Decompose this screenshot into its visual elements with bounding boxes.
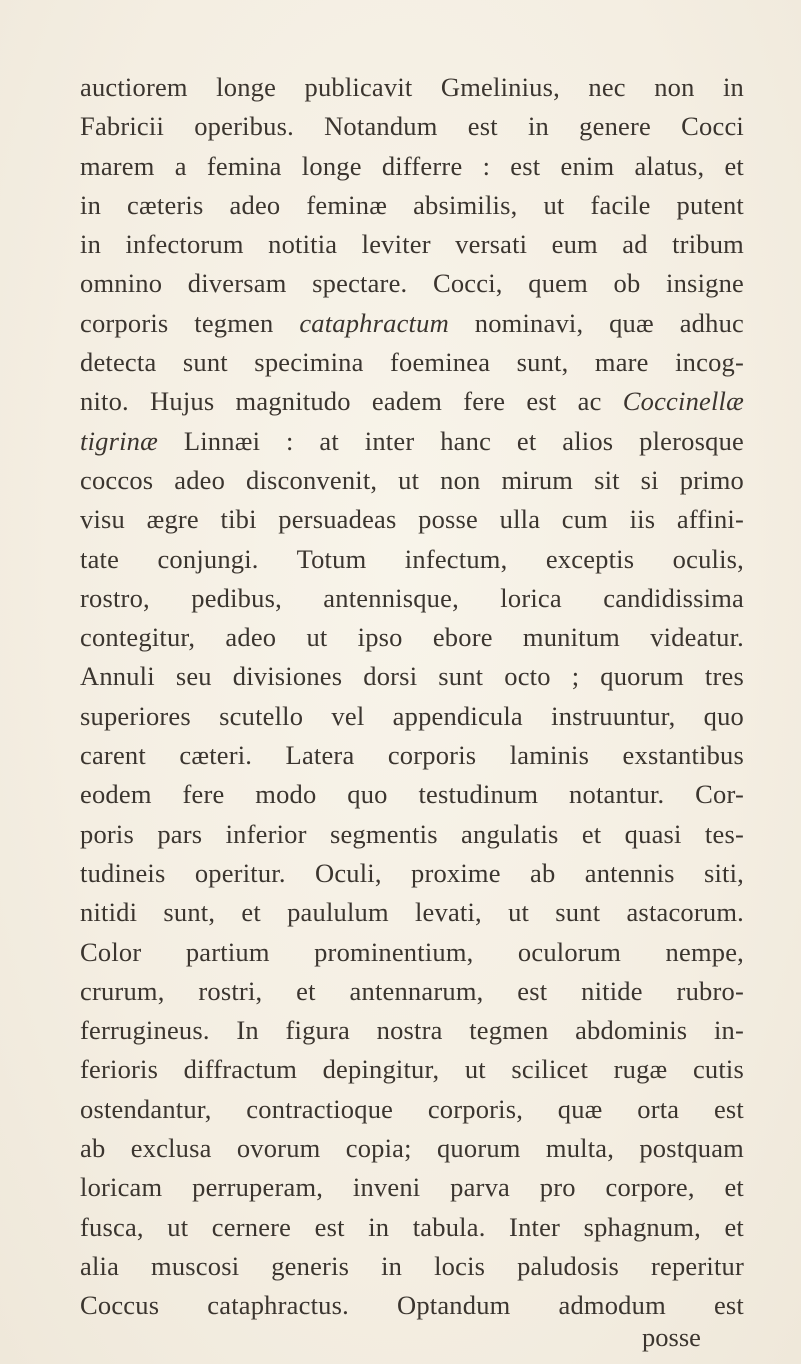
text-line: corporis tegmen cataphractum nominavi, quæ adhuc: [80, 307, 744, 338]
text-line: marem a femina longe differre : est enim alatus, et: [80, 150, 744, 181]
text-line: tigrinæ Linnæi : at inter hanc et alios plerosque: [80, 425, 744, 456]
text-line: Fabricii operibus. Notandum est in genere Cocci: [80, 111, 744, 142]
text-line: Coccus cataphractus. Optandum admodum est: [80, 1290, 744, 1321]
text-line: rostro, pedibus, antennisque, lorica candidissima: [80, 582, 744, 613]
text-line: omnino diversam spectare. Cocci, quem ob insigne: [80, 268, 744, 299]
text-line: tate conjungi. Totum infectum, exceptis oculis,: [80, 543, 744, 574]
italic-term: cataphractum: [299, 307, 449, 338]
text-line: ostendantur, contractioque corporis, quæ orta est: [80, 1093, 744, 1124]
text-line: in cæteris adeo feminæ absimilis, ut facile putent: [80, 189, 744, 220]
text-line: carent cæteri. Latera corporis laminis exstantibus: [80, 740, 744, 771]
text-line: nito. Hujus magnitudo eadem fere est ac Coccinellæ: [80, 386, 744, 417]
text-line: Annuli seu divisiones dorsi sunt octo ; quorum tres: [80, 661, 744, 692]
text-line: coccos adeo disconvenit, ut non mirum sit si primo: [80, 464, 744, 495]
text-line: detecta sunt specimina foeminea sunt, mare incog-: [80, 347, 744, 378]
text-line: superiores scutello vel appendicula instruuntur, quo: [80, 700, 744, 731]
text-line: loricam perruperam, inveni parva pro corpore, et: [80, 1172, 744, 1203]
text-line: Color partium prominentium, oculorum nempe,: [80, 936, 744, 967]
text-line: ferioris diffractum depingitur, ut scilicet rugæ cutis: [80, 1054, 744, 1085]
text-line: contegitur, adeo ut ipso ebore munitum videatur.: [80, 622, 744, 653]
text-line: in infectorum notitia leviter versati eum ad tribum: [80, 229, 744, 260]
text-line: ab exclusa ovorum copia; quorum multa, postquam: [80, 1133, 744, 1164]
italic-term: Coccinellæ: [622, 386, 744, 417]
body-text: [80, 68, 744, 1326]
text-line: visu ægre tibi persuadeas posse ulla cum iis affini-: [80, 504, 744, 535]
italic-term: tigrinæ: [80, 425, 158, 456]
text-line: nitidi sunt, et paululum levati, ut sunt astacorum.: [80, 897, 744, 928]
text-line: crurum, rostri, et antennarum, est nitide rubro-: [80, 975, 744, 1006]
catchword: posse: [642, 1322, 701, 1352]
text-line: poris pars inferior segmentis angulatis et quasi tes-: [80, 818, 744, 849]
text-line: eodem fere modo quo testudinum notantur. Cor-: [80, 779, 744, 810]
text-line: alia muscosi generis in locis paludosis reperitur: [80, 1250, 744, 1281]
text-line: fusca, ut cernere est in tabula. Inter sphagnum, et: [80, 1211, 744, 1242]
text-line: tudineis operitur. Oculi, proxime ab antennis siti,: [80, 857, 744, 888]
text-line: ferrugineus. In figura nostra tegmen abdominis in-: [80, 1015, 744, 1046]
text-line: auctiorem longe publicavit Gmelinius, nec non in: [80, 72, 744, 102]
